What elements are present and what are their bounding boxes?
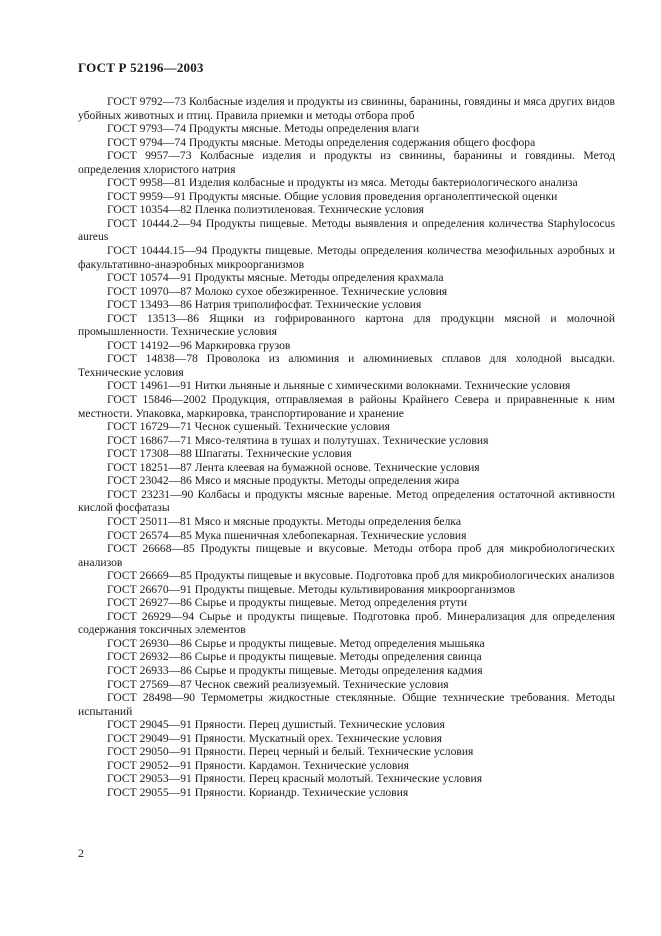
reference-item: ГОСТ 16867—71 Мясо-телятина в тушах и полутушах. Технические условия — [107, 433, 489, 447]
reference-item: ГОСТ 23042—86 Мясо и мясные продукты. Методы определения жира — [107, 474, 460, 488]
reference-item: ГОСТ 29052—91 Пряности. Кардамон. Технические условия — [107, 758, 409, 772]
reference-item: ГОСТ 29049—91 Пряности. Мускатный орех. Технические условия — [107, 731, 442, 745]
reference-item: ГОСТ 29055—91 Пряности. Кориандр. Технические условия — [107, 785, 409, 799]
reference-item: ГОСТ 10444.2—94 Продукты пищевые. Методы выявления и определения количества Staphylococus aureus — [78, 216, 615, 244]
reference-item: ГОСТ 26574—85 Мука пшеничная хлебопекарная. Технические условия — [107, 528, 467, 542]
reference-item: ГОСТ 26668—85 Продукты пищевые и вкусовые. Методы отбора проб для микробиологических анализов — [78, 542, 615, 569]
reference-item: ГОСТ 29053—91 Пряности. Перец красный молотый. Технические условия — [107, 772, 483, 786]
reference-item: ГОСТ 26930—86 Сырье и продукты пищевые. Метод определения мышьяка — [107, 636, 485, 650]
reference-item: ГОСТ 9957—73 Колбасные изделия и продукты из свинины, баранины и говядины. Метод определения хлористого натрия — [78, 149, 615, 176]
reference-item: ГОСТ 26932—86 Сырье и продукты пищевые. Методы определения свинца — [107, 650, 482, 664]
reference-item: ГОСТ 10970—87 Молоко сухое обезжиренное. Технические условия — [107, 284, 448, 298]
reference-item: ГОСТ 17308—88 Шпагаты. Технические условия — [107, 447, 352, 461]
reference-item: ГОСТ 15846—2002 Продукция, отправляемая в районы Крайнего Севера и приравненные к ним местности. Упаковка, маркировка, транспортирование и хранение — [78, 393, 615, 420]
reference-item: ГОСТ 23231—90 Колбасы и продукты мясные вареные. Метод определения остаточной активности кислой фосфатазы — [78, 487, 615, 515]
reference-list — [78, 95, 615, 799]
reference-item: ГОСТ 10574—91 Продукты мясные. Методы определения крахмала — [107, 271, 444, 285]
page-header: ГОСТ Р 52196—2003 — [78, 60, 204, 75]
reference-item: ГОСТ 9793—74 Продукты мясные. Методы определения влаги — [107, 122, 420, 136]
reference-item: ГОСТ 13493—86 Натрия триполифосфат. Технические условия — [107, 298, 422, 312]
reference-item: ГОСТ 26933—86 Сырье и продукты пищевые. Методы определения кадмия — [107, 663, 483, 677]
reference-item: ГОСТ 14838—78 Проволока из алюминия и алюминиевых сплавов для холодной высадки. Технические условия — [78, 352, 615, 379]
reference-item: ГОСТ 26929—94 Сырье и продукты пищевые. Подготовка проб. Минерализация для определения содержания токсичных элементов — [78, 609, 615, 637]
reference-item: ГОСТ 10354—82 Пленка полиэтиленовая. Технические условия — [107, 203, 425, 217]
reference-item: ГОСТ 14192—96 Маркировка грузов — [107, 338, 291, 352]
reference-item: ГОСТ 27569—87 Чеснок свежий реализуемый. Технические условия — [107, 677, 449, 691]
reference-item: ГОСТ 28498—90 Термометры жидкостные стеклянные. Общие технические требования. Методы испытаний — [78, 691, 615, 718]
reference-item: ГОСТ 9794—74 Продукты мясные. Методы определения содержания общего фосфора — [107, 135, 536, 149]
reference-item: ГОСТ 14961—91 Нитки льняные и льняные с химическими волокнами. Технические условия — [107, 379, 571, 393]
reference-item: ГОСТ 9959—91 Продукты мясные. Общие условия проведения органолептической оценки — [107, 189, 558, 203]
reference-item: ГОСТ 13513—86 Ящики из гофрированного картона для продукции мясной и молочной промышленности. Технические условия — [78, 311, 615, 339]
reference-item: ГОСТ 9958—81 Изделия колбасные и продукты из мяса. Методы бактериологического анализа — [107, 176, 578, 190]
reference-item: ГОСТ 9792—73 Колбасные изделия и продукты из свинины, баранины, говядины и мяса других видов убойных животных и птиц. Правила приемки и методы отбора проб — [78, 95, 615, 122]
reference-item: ГОСТ 26927—86 Сырье и продукты пищевые. Метод определения ртути — [107, 596, 468, 610]
reference-item: ГОСТ 26669—85 Продукты пищевые и вкусовые. Подготовка проб для микробиологических анализов — [107, 569, 615, 583]
reference-item: ГОСТ 25011—81 Мясо и мясные продукты. Методы определения белка — [107, 514, 461, 528]
reference-item: ГОСТ 29045—91 Пряности. Перец душистый. Технические условия — [107, 718, 445, 732]
reference-item: ГОСТ 16729—71 Чеснок сушеный. Технические условия — [107, 420, 390, 434]
reference-item: ГОСТ 29050—91 Пряности. Перец черный и белый. Технические условия — [107, 745, 474, 759]
page-number: 2 — [78, 846, 84, 860]
reference-item: ГОСТ 18251—87 Лента клеевая на бумажной основе. Технические условия — [107, 460, 480, 474]
reference-item: ГОСТ 10444.15—94 Продукты пищевые. Методы определения количества мезофильных аэробных и факультативно-анаэробных микроорганизмов — [78, 244, 615, 271]
reference-item: ГОСТ 26670—91 Продукты пищевые. Методы культивирования микроорганизмов — [107, 582, 515, 596]
